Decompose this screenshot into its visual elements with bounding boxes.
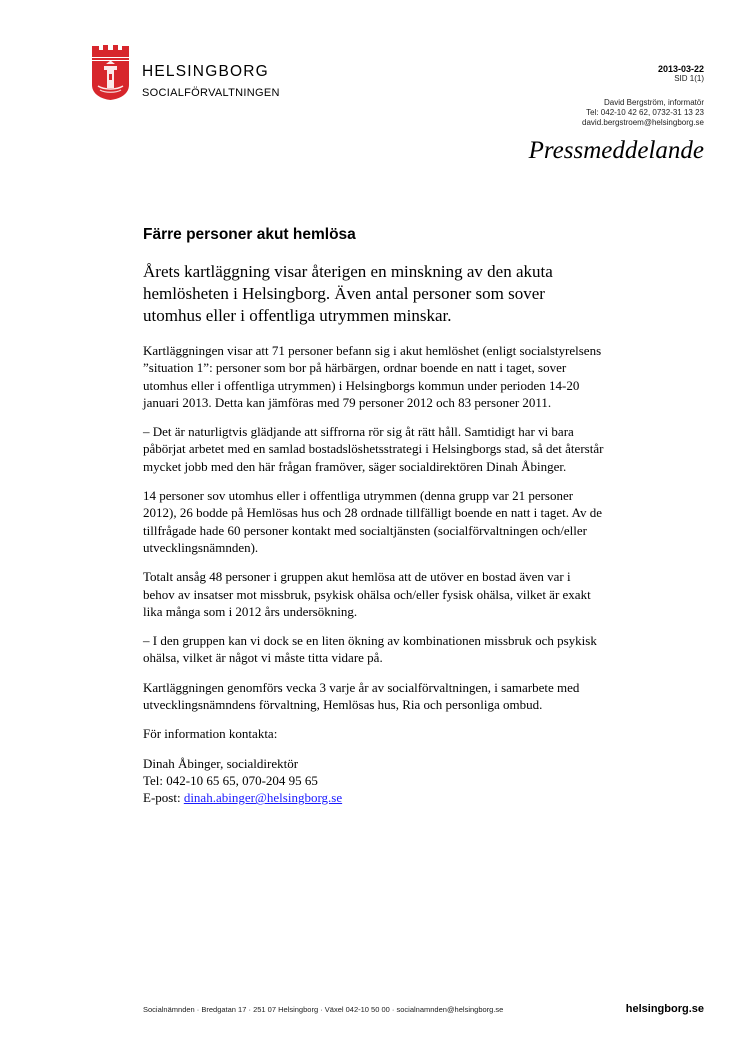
document-date: 2013-03-22 [657, 64, 704, 74]
document-type: Pressmeddelande [528, 137, 704, 164]
article-paragraph: – I den gruppen kan vi dock se en liten ökning av kombinationen missbruk och psykisk ohälsa, vilket är något vi måste titta vidare på. [143, 633, 597, 666]
contact-intro: För information kontakta: [143, 726, 278, 742]
article-paragraph: Kartläggningen visar att 71 personer befann sig i akut hemlöshet (enligt socialstyrelsens ”situation 1”: personer som bor på härbärgen, ordnar boende en natt i taget, sover utomhus eller i offentliga utrymmen) i Helsingborgs kommun under perioden 14-20 januari 2013. Detta kan jämföras med 79 personer 2012 och 83 personer 2011. [143, 343, 602, 410]
article-paragraph: Kartläggningen genomförs vecka 3 varje år av socialförvaltningen, i samarbete med utvecklingsnämndens förvaltning, Hemlösas hus, Ria och personliga ombud. [143, 679, 580, 713]
contact-name: Dinah Åbinger, socialdirektör [143, 755, 299, 771]
email-label: E-post: [143, 790, 184, 806]
footer-address: Socialnämnden · Bredgatan 17 · 251 07 Helsingborg · Växel 042-10 50 00 · socialnamnden@helsingborg.se [143, 1005, 504, 1014]
article [143, 225, 605, 807]
article-paragraph: 14 personer sov utomhus eller i offentliga utrymmen (denna grupp var 21 personer 2012), 26 bodde på Hemlösas hus och 28 ordnade tillfälligt boende en natt i taget. Av de tillfrågade hade 60 personer kontakt med socialtjänsten (socialförvaltningen och/eller utvecklingsnämnden). [143, 488, 602, 555]
contact-email-line [143, 789, 605, 806]
document-meta [582, 64, 704, 128]
contact-email: david.bergstroem@helsingborg.se [582, 118, 704, 127]
contact-phone: Tel: 042-10 42 62, 0732-31 13 23 [586, 108, 704, 117]
contact-phone-line: Tel: 042-10 65 65, 070-204 95 65 [143, 772, 318, 788]
page-number: SID 1(1) [674, 74, 704, 83]
article-paragraph: Totalt ansåg 48 personer i gruppen akut hemlösa att de utöver en bostad även var i behov av insatser mot missbruk, psykisk ohälsa och/eller fysisk ohälsa, vilket är exakt lika många som i 2012 års undersökning. [143, 569, 591, 619]
contact-person: David Bergström, informatör [603, 98, 704, 107]
organization-name: HELSINGBORG [142, 63, 269, 80]
email-link[interactable]: dinah.abinger@helsingborg.se [183, 790, 343, 806]
department-name: SOCIALFÖRVALTNINGEN [142, 87, 280, 99]
article-lead: Årets kartläggning visar återigen en minskning av den akuta hemlösheten i Helsingborg. Även antal personer som sover utomhus eller i offentliga utrymmen minskar. [143, 262, 553, 325]
article-title: Färre personer akut hemlösa [143, 226, 356, 243]
helsingborg-crest-icon [92, 44, 129, 100]
article-paragraph: – Det är naturligtvis glädjande att siffrorna rör sig åt rätt håll. Samtidigt har vi bara påbörjat arbetet med en samlad bostadslöshetsstrategi i Helsingborgs stad, så det återstår mycket jobb med den här frågan framöver, säger socialdirektören Dinah Åbinger. [143, 424, 604, 474]
footer-website[interactable]: helsingborg.se [625, 1003, 704, 1015]
